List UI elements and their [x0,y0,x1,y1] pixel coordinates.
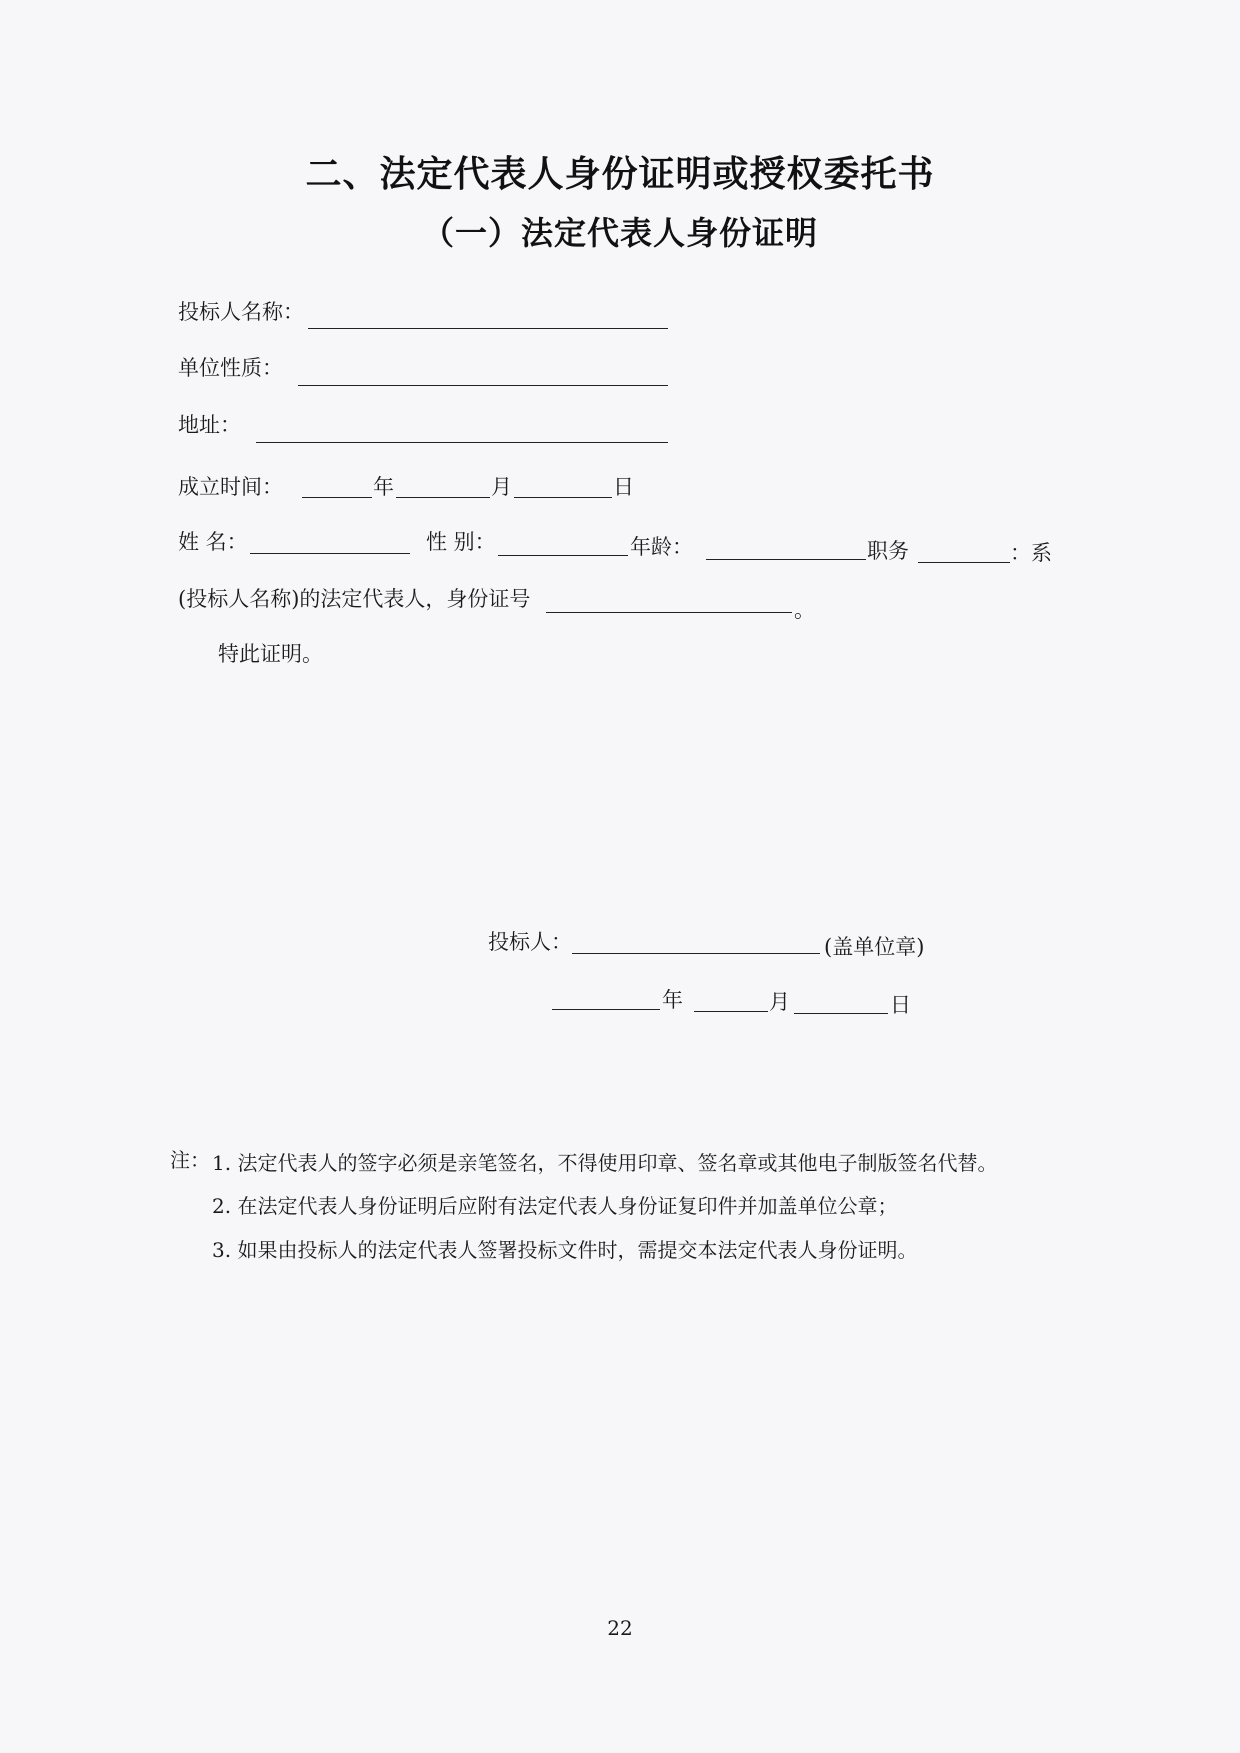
address-blank[interactable] [256,442,668,443]
name-blank[interactable] [250,553,410,554]
established-day-blank[interactable] [514,497,612,498]
colon-is-text: ：系 [1010,541,1052,565]
representative-line: (投标人名称)的法定代表人，身份证号 [178,587,531,611]
established-year-blank[interactable] [302,497,372,498]
gender-blank[interactable] [498,555,628,556]
note-item-2: 2. 在法定代表人身份证明后应附有法定代表人身份证复印件并加盖单位公章； [212,1194,898,1218]
signature-bidder-label: 投标人： [488,930,572,954]
established-month-label: 月 [491,475,512,499]
signature-month-label: 月 [769,990,790,1014]
signature-year-blank[interactable] [552,1009,660,1010]
bidder-name-label: 投标人名称： [178,300,304,324]
unit-nature-row [178,354,283,382]
signature-day-blank[interactable] [794,1013,888,1014]
note-item-3: 3. 如果由投标人的法定代表人签署投标文件时，需提交本法定代表人身份证明。 [212,1238,918,1262]
signature-bidder-blank[interactable] [572,953,820,954]
age-blank[interactable] [706,559,866,560]
established-day-label: 日 [613,475,634,499]
position-blank[interactable] [918,562,1010,563]
established-year-label: 年 [373,475,394,499]
address-label: 地址： [178,413,241,437]
seal-note: (盖单位章) [824,935,925,959]
certify-text: 特此证明。 [218,642,323,666]
page-subtitle: （一）法定代表人身份证明 [421,214,818,252]
established-row [178,473,283,501]
period-mark: 。 [794,598,815,622]
page-number: 22 [607,1616,633,1640]
address-row [178,411,241,439]
signature-month-blank[interactable] [694,1011,768,1012]
name-label: 姓 名： [178,530,248,554]
established-label: 成立时间： [178,475,283,499]
signature-day-label: 日 [890,993,911,1017]
bidder-name-blank[interactable] [308,328,668,329]
unit-nature-label: 单位性质： [178,356,283,380]
age-label: 年龄： [630,535,693,559]
id-number-blank[interactable] [546,612,792,613]
note-item-1: 1. 法定代表人的签字必须是亲笔签名，不得使用印章、签名章或其他电子制版签名代替。 [212,1151,998,1175]
signature-year-label: 年 [662,988,683,1012]
position-label: 职务 [867,539,909,563]
bidder-name-row [178,298,304,326]
gender-label: 性 别： [426,530,496,554]
page-title: 二、法定代表人身份证明或授权委托书 [305,154,935,195]
notes-prefix: 注： [170,1148,210,1172]
established-month-blank[interactable] [396,497,490,498]
unit-nature-blank[interactable] [298,385,668,386]
